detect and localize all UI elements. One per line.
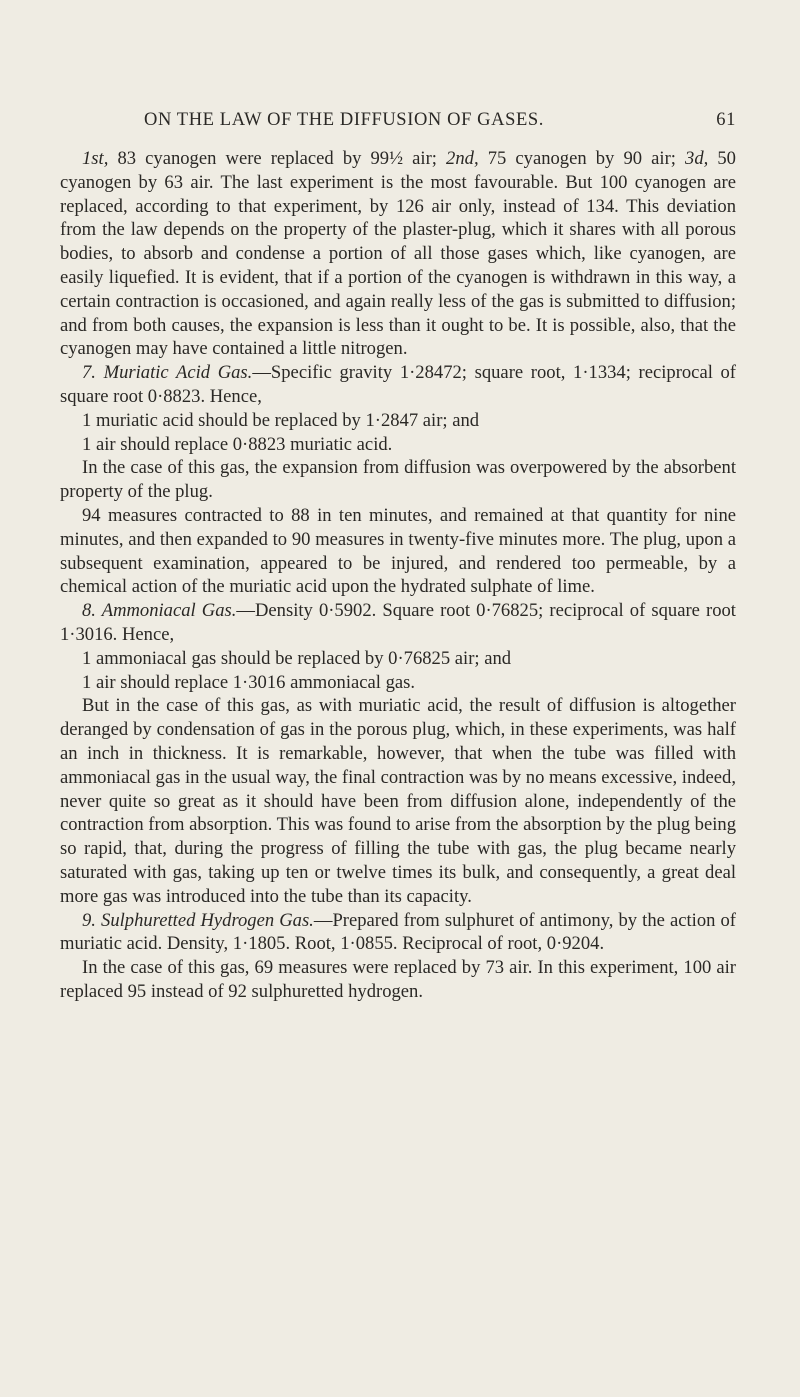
running-title: ON THE LAW OF THE DIFFUSION OF GASES. — [144, 110, 545, 130]
page-number: 61 — [716, 110, 736, 130]
equation-line: 1 ammoniacal gas should be replaced by 0·76825 air; and — [82, 647, 512, 669]
section-sulphuretted-hydrogen: 9. Sulphuretted Hydrogen Gas.—Prepared from sulphuret of antimony, by the action of muriatic acid. Density, 1·1805. Root, 1·0855. Reciprocal of root, 0·9204. — [60, 909, 736, 955]
body-text — [60, 147, 736, 1004]
paragraph: In the case of this gas, 69 measures were replaced by 73 air. In this experiment, 100 air replaced 95 instead of 92 sulphuretted hydrogen. — [60, 957, 736, 1002]
section-heading: 9. Sulphuretted Hydrogen Gas. — [82, 909, 314, 931]
book-page — [60, 110, 736, 1004]
equation-line: 1 muriatic acid should be replaced by 1·2847 air; and — [82, 409, 480, 431]
section-heading: 8. Ammoniacal Gas. — [82, 600, 237, 622]
paragraph: 94 measures contracted to 88 in ten minutes, and remained at that quantity for nine minutes, and then expanded to 90 measures in twenty-five minutes more. The plug, upon a subsequent examination, appeared to be injured, and rendered too permeable, by a chemical action of the muriatic acid upon the hydrated sulphate of lime. — [60, 504, 736, 598]
equation-line: 1 air should replace 0·8823 muriatic acid. — [82, 433, 393, 455]
equation-line: 1 air should replace 1·3016 ammoniacal gas. — [82, 671, 416, 693]
page-header — [60, 110, 736, 131]
section-heading: 7. Muriatic Acid Gas. — [82, 362, 253, 384]
paragraph-cyanogen-results: 1st, 83 cyanogen were replaced by 99½ air; 2nd, 75 cyanogen by 90 air; 3d, 50 cyanogen by 63 air. The last experiment is the most favourable. But 100 cyanogen are replaced, according to that experiment, by 126 air only, instead of 134. This deviation from the law depends on the property of the plaster-plug, which it shares with all porous bodies, to absorb and condense a portion of all those gases which, like cyanogen, are easily liquefied. It is evident, that if a portion of the cyanogen is withdrawn in this way, a certain contraction is occasioned, and again really less of the gas is submitted to diffusion; and from both causes, the expansion is less than it ought to be. It is possible, also, that the cyanogen may have contained a little nitrogen. — [60, 148, 736, 360]
section-muriatic-acid: 7. Muriatic Acid Gas.—Specific gravity 1·28472; square root, 1·1334; reciprocal of square root 0·8823. Hence, — [60, 362, 736, 407]
paragraph: In the case of this gas, the expansion from diffusion was overpowered by the absorbent property of the plug. — [60, 457, 736, 503]
section-ammoniacal-gas: 8. Ammoniacal Gas.—Density 0·5902. Square root 0·76825; reciprocal of square root 1·3016. Hence, — [60, 600, 736, 645]
paragraph: But in the case of this gas, as with muriatic acid, the result of diffusion is altogether deranged by condensation of gas in the porous plug, which, in these experiments, was half an inch in thickness. It is remarkable, however, that when the tube was filled with ammoniacal gas in the usual way, the final contraction was by no means excessive, indeed, never quite so great as it should have been from diffusion alone, independently of the contraction from absorption. This was found to arise from the absorption by the plug being so rapid, that, during the progress of filling the tube with gas, the plug became nearly saturated with gas, taking up ten or twelve times its bulk, and consequently, a great deal more gas was introduced into the tube than its capacity. — [60, 695, 736, 907]
